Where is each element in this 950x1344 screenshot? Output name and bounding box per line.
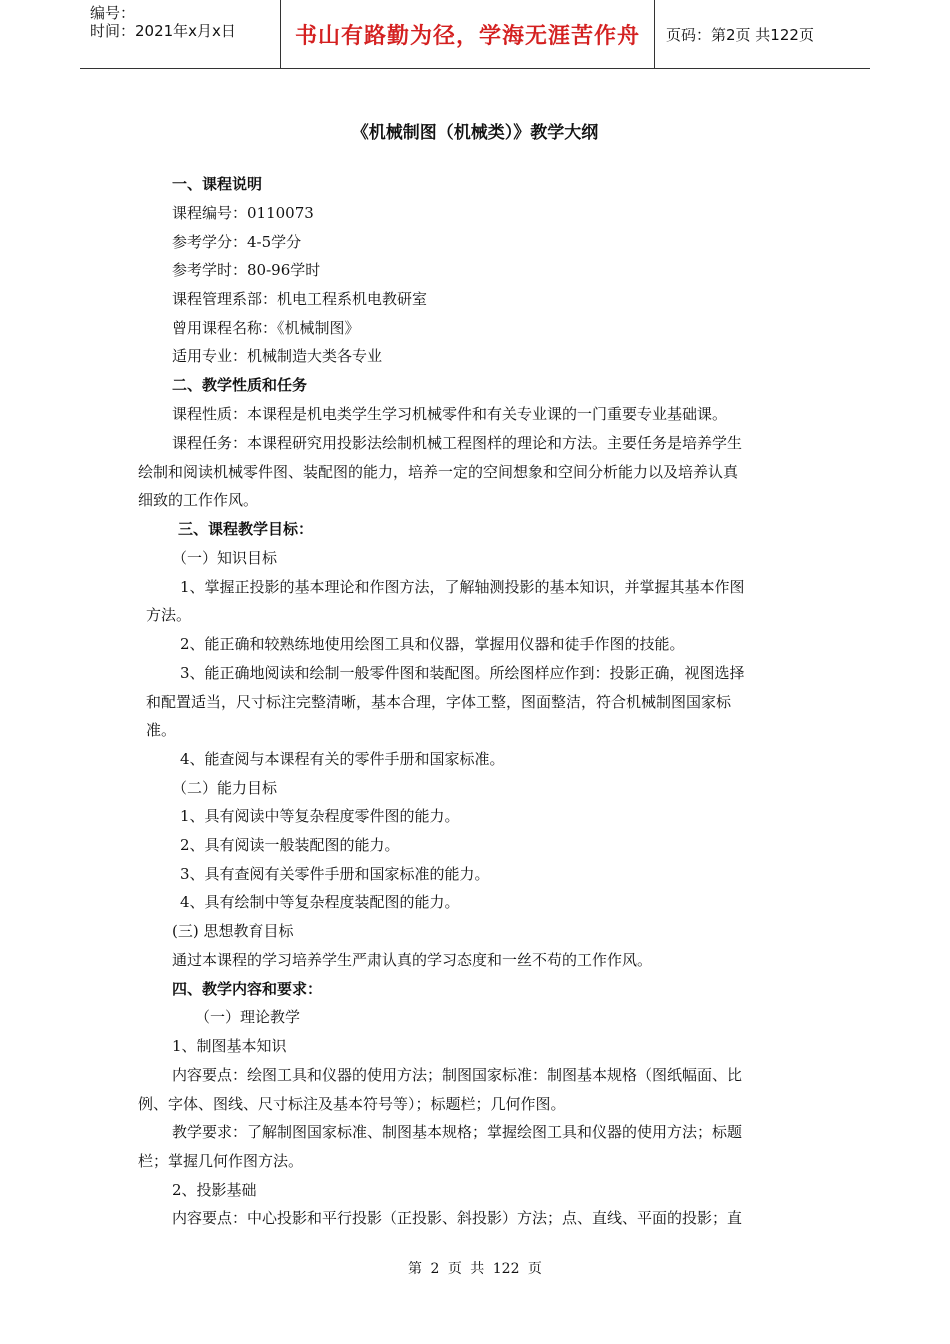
body-line: 教学要求：了解制图国家标准、制图基本规格；掌握绘图工具和仪器的使用方法；标题 — [172, 1123, 743, 1141]
time-label: 时间：2021年x月x日 — [90, 22, 236, 40]
subsection-heading: (三) 思想教育目标 — [172, 922, 294, 940]
body-line: 1、具有阅读中等复杂程度零件图的能力。 — [180, 807, 460, 825]
header-motto: 书山有路勤为径，学海无涯苦作舟 — [294, 23, 640, 49]
body-line: 课程编号：0110073 — [172, 204, 314, 222]
body-line: 3、具有查阅有关零件手册和国家标准的能力。 — [180, 865, 490, 883]
body-line: 通过本课程的学习培养学生严肃认真的学习态度和一丝不苟的工作作风。 — [172, 951, 653, 969]
body-line: 适用专业：机械制造大类各专业 — [172, 347, 383, 365]
body-line: 绘制和阅读机械零件图、装配图的能力，培养一定的空间想象和空间分析能力以及培养认真 — [138, 463, 739, 481]
body-line: 课程管理系部：机电工程系机电教研室 — [172, 290, 428, 308]
section-heading: 二、教学性质和任务 — [172, 376, 308, 394]
body-line: 3、能正确地阅读和绘制一般零件图和装配图。所绘图样应作到：投影正确，视图选择 — [180, 664, 745, 682]
body-line: 栏；掌握几何作图方法。 — [138, 1152, 304, 1170]
body-line: 1、制图基本知识 — [172, 1037, 287, 1055]
body-line: 内容要点：绘图工具和仪器的使用方法；制图国家标准：制图基本规格（图纸幅面、比 — [172, 1066, 743, 1084]
body-line: 课程性质：本课程是机电类学生学习机械零件和有关专业课的一门重要专业基础课。 — [172, 405, 728, 423]
body-line: 内容要点：中心投影和平行投影（正投影、斜投影）方法；点、直线、平面的投影；直 — [172, 1209, 743, 1227]
body-line: 4、能查阅与本课程有关的零件手册和国家标准。 — [180, 750, 505, 768]
body-line: 1、掌握正投影的基本理论和作图方法，了解轴测投影的基本知识，并掌握其基本作图 — [180, 578, 745, 596]
body-line: 参考学分：4-5学分 — [172, 233, 302, 251]
subsection-heading: （一）知识目标 — [172, 549, 278, 567]
subsection-heading: （二）能力目标 — [172, 779, 278, 797]
section-heading: 四、教学内容和要求： — [172, 980, 323, 998]
page-header — [80, 0, 870, 69]
body-line: 例、字体、图线、尺寸标注及基本符号等）；标题栏；几何作图。 — [138, 1095, 566, 1113]
header-meta-cell — [80, 0, 280, 68]
document-title: 《机械制图（机械类）》教学大纲 — [351, 123, 599, 143]
body-line: 准。 — [146, 721, 177, 739]
section-heading: 一、课程说明 — [172, 175, 263, 193]
section-heading: 三、课程教学目标： — [178, 520, 314, 538]
body-line: 参考学时：80-96学时 — [172, 261, 321, 279]
header-divider — [654, 0, 655, 68]
body-line: 2、能正确和较熟练地使用绘图工具和仪器，掌握用仪器和徒手作图的技能。 — [180, 635, 685, 653]
body-line: 曾用课程名称：《机械制图》 — [172, 319, 360, 337]
body-line: 方法。 — [146, 606, 192, 624]
body-line: 和配置适当，尺寸标注完整清晰，基本合理，字体工整，图面整洁，符合机械制图国家标 — [146, 693, 732, 711]
body-line: 课程任务：本课程研究用投影法绘制机械工程图样的理论和方法。主要任务是培养学生 — [172, 434, 743, 452]
body-line: 4、具有绘制中等复杂程度装配图的能力。 — [180, 893, 460, 911]
body-line: 2、具有阅读一般装配图的能力。 — [180, 836, 400, 854]
subsection-heading: （一）理论教学 — [195, 1008, 301, 1026]
page-footer: 第 2 页 共 122 页 — [408, 1261, 542, 1277]
header-page-info: 页码：第2页 共122页 — [666, 26, 814, 44]
number-label: 编号： — [90, 4, 136, 22]
body-line: 细致的工作作风。 — [138, 491, 259, 509]
body-line: 2、投影基础 — [172, 1181, 257, 1199]
